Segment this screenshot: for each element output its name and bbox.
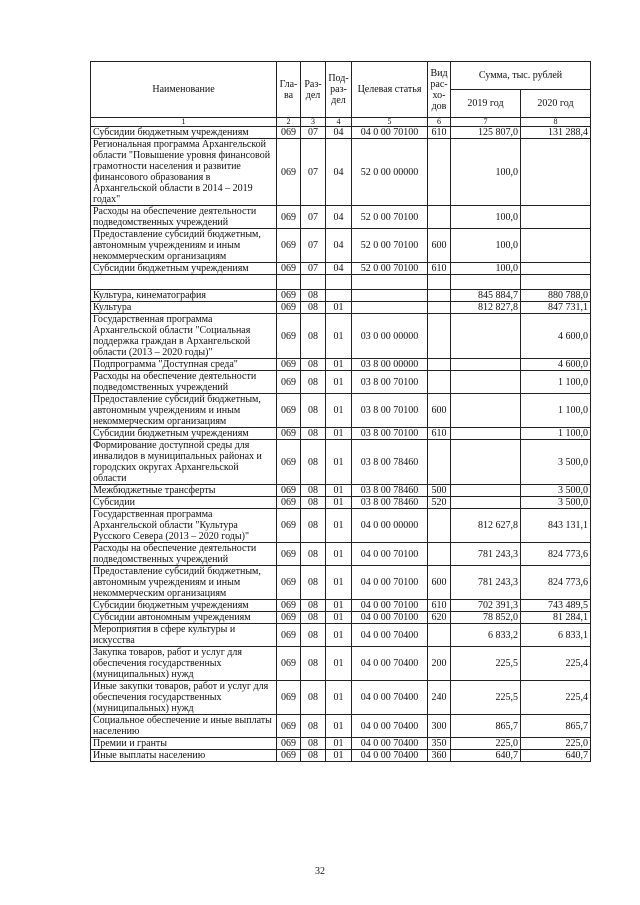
row-sum-2019 [451,440,521,485]
row-celevaya-statya: 04 0 00 70400 [352,715,428,738]
header-vid-raskhodov: Вид рас- хо- дов [428,62,451,118]
row-podrazdel: 01 [326,314,352,359]
row-vid-raskhodov [428,139,451,206]
row-sum-2020: 1 100,0 [521,428,591,440]
row-vid-raskhodov: 610 [428,263,451,275]
row-podrazdel: 01 [326,394,352,428]
row-razdel: 08 [301,485,326,497]
row-glava: 069 [277,127,301,139]
row-razdel: 08 [301,314,326,359]
row-name: Социальное обеспечение и иные выплаты населению [91,715,277,738]
row-glava: 069 [277,681,301,715]
row-sum-2019 [451,485,521,497]
row-sum-2020: 3 500,0 [521,485,591,497]
row-vid-raskhodov [428,509,451,543]
row-sum-2019: 225,0 [451,738,521,750]
row-sum-2019: 100,0 [451,229,521,263]
row-name: Субсидии бюджетным учреждениям [91,263,277,275]
row-vid-raskhodov: 610 [428,428,451,440]
row-celevaya-statya: 52 0 00 70100 [352,263,428,275]
row-sum-2020 [521,275,591,290]
table-row [91,509,591,543]
row-sum-2020: 3 500,0 [521,497,591,509]
row-name: Иные закупки товаров, работ и услуг для обеспечения государственных (муниципальных) нужд [91,681,277,715]
row-razdel: 08 [301,428,326,440]
row-vid-raskhodov: 300 [428,715,451,738]
row-glava: 069 [277,715,301,738]
header-podrazdel: Под- раз- дел [326,62,352,118]
row-sum-2019: 125 807,0 [451,127,521,139]
row-vid-raskhodov [428,290,451,302]
row-vid-raskhodov: 240 [428,681,451,715]
table-row [91,359,591,371]
row-vid-raskhodov: 600 [428,229,451,263]
row-razdel: 07 [301,229,326,263]
row-celevaya-statya: 03 0 00 00000 [352,314,428,359]
row-razdel: 08 [301,681,326,715]
row-celevaya-statya: 04 0 00 70400 [352,647,428,681]
row-sum-2020: 1 100,0 [521,394,591,428]
row-vid-raskhodov: 200 [428,647,451,681]
row-celevaya-statya: 03 8 00 78460 [352,485,428,497]
row-sum-2020: 225,4 [521,681,591,715]
row-vid-raskhodov: 620 [428,612,451,624]
table-row [91,394,591,428]
header-2020: 2020 год [521,90,591,118]
row-sum-2020: 847 731,1 [521,302,591,314]
table-row [91,497,591,509]
table-row [91,302,591,314]
row-podrazdel: 01 [326,681,352,715]
row-name: Предоставление субсидий бюджетным, автономным учреждениям и иным некоммерческим организациям [91,394,277,428]
row-name: Иные выплаты населению [91,750,277,762]
row-sum-2019: 812 627,8 [451,509,521,543]
row-vid-raskhodov [428,314,451,359]
row-sum-2020 [521,206,591,229]
row-name: Субсидии автономным учреждениям [91,612,277,624]
row-glava: 069 [277,497,301,509]
row-podrazdel: 01 [326,440,352,485]
row-razdel: 07 [301,127,326,139]
header-2019: 2019 год [451,90,521,118]
col-number: 3 [301,118,326,127]
table-row [91,428,591,440]
row-celevaya-statya [352,290,428,302]
header-name: Наименование [91,62,277,118]
table-row [91,371,591,394]
row-name: Субсидии [91,497,277,509]
row-podrazdel: 01 [326,647,352,681]
row-sum-2019 [451,314,521,359]
table-row [91,127,591,139]
row-sum-2020 [521,139,591,206]
row-sum-2020: 640,7 [521,750,591,762]
row-celevaya-statya: 52 0 00 70100 [352,206,428,229]
header-summa: Сумма, тыс. рублей [451,62,591,90]
row-podrazdel: 04 [326,139,352,206]
row-sum-2019: 865,7 [451,715,521,738]
table-header [91,62,591,127]
row-sum-2020: 4 600,0 [521,314,591,359]
row-glava: 069 [277,206,301,229]
row-sum-2020: 3 500,0 [521,440,591,485]
col-number: 7 [451,118,521,127]
row-podrazdel: 01 [326,738,352,750]
row-sum-2019 [451,394,521,428]
row-sum-2019: 845 884,7 [451,290,521,302]
header-razdel: Раз- дел [301,62,326,118]
row-celevaya-statya: 04 0 00 70100 [352,600,428,612]
row-razdel: 08 [301,302,326,314]
row-podrazdel: 01 [326,371,352,394]
row-podrazdel: 04 [326,127,352,139]
row-podrazdel: 01 [326,509,352,543]
row-razdel: 08 [301,750,326,762]
row-razdel: 08 [301,600,326,612]
row-razdel: 08 [301,647,326,681]
row-glava: 069 [277,738,301,750]
row-glava: 069 [277,543,301,566]
row-name: Предоставление субсидий бюджетным, автономным учреждениям и иным некоммерческим организациям [91,566,277,600]
row-vid-raskhodov [428,206,451,229]
row-celevaya-statya: 52 0 00 00000 [352,139,428,206]
row-podrazdel: 01 [326,566,352,600]
table-row [91,715,591,738]
row-vid-raskhodov: 500 [428,485,451,497]
row-name: Расходы на обеспечение деятельности подведомственных учреждений [91,543,277,566]
row-sum-2019: 781 243,3 [451,543,521,566]
row-razdel: 07 [301,206,326,229]
row-sum-2020 [521,263,591,275]
table-row [91,681,591,715]
row-sum-2020: 843 131,1 [521,509,591,543]
row-celevaya-statya: 04 0 00 70100 [352,612,428,624]
row-razdel: 08 [301,738,326,750]
row-sum-2019: 100,0 [451,139,521,206]
row-sum-2019: 100,0 [451,206,521,229]
row-sum-2019: 78 852,0 [451,612,521,624]
row-razdel: 07 [301,139,326,206]
row-vid-raskhodov [428,302,451,314]
row-sum-2019: 6 833,2 [451,624,521,647]
row-celevaya-statya: 03 8 00 70100 [352,394,428,428]
row-celevaya-statya: 03 8 00 78460 [352,497,428,509]
row-sum-2020: 81 284,1 [521,612,591,624]
row-sum-2020 [521,229,591,263]
row-podrazdel [326,275,352,290]
row-podrazdel: 01 [326,612,352,624]
row-sum-2020: 865,7 [521,715,591,738]
row-glava: 069 [277,302,301,314]
row-glava: 069 [277,485,301,497]
row-celevaya-statya: 03 8 00 70100 [352,428,428,440]
table-body [91,127,591,762]
row-glava: 069 [277,139,301,206]
row-razdel: 08 [301,566,326,600]
row-name: Государственная программа Архангельской области "Культура Русского Севера (2013 – 2020 годы)" [91,509,277,543]
row-name [91,275,277,290]
row-vid-raskhodov [428,359,451,371]
row-celevaya-statya: 52 0 00 70100 [352,229,428,263]
row-celevaya-statya: 04 0 00 70100 [352,127,428,139]
table-row [91,543,591,566]
row-name: Закупка товаров, работ и услуг для обеспечения государственных (муниципальных) нужд [91,647,277,681]
col-number: 4 [326,118,352,127]
row-vid-raskhodov [428,543,451,566]
row-celevaya-statya: 04 0 00 70100 [352,543,428,566]
row-glava: 069 [277,440,301,485]
table-row [91,600,591,612]
row-celevaya-statya: 03 8 00 78460 [352,440,428,485]
row-vid-raskhodov: 600 [428,566,451,600]
row-glava: 069 [277,290,301,302]
row-name: Субсидии бюджетным учреждениям [91,600,277,612]
row-razdel: 08 [301,290,326,302]
row-name: Мероприятия в сфере культуры и искусства [91,624,277,647]
table-row [91,314,591,359]
row-podrazdel: 01 [326,428,352,440]
table-row [91,738,591,750]
row-glava: 069 [277,750,301,762]
row-glava [277,275,301,290]
row-celevaya-statya: 04 0 00 70400 [352,681,428,715]
row-glava: 069 [277,359,301,371]
row-sum-2019 [451,371,521,394]
row-sum-2019: 781 243,3 [451,566,521,600]
row-vid-raskhodov: 520 [428,497,451,509]
row-glava: 069 [277,314,301,359]
row-podrazdel: 01 [326,624,352,647]
col-number: 5 [352,118,428,127]
table-row [91,440,591,485]
row-sum-2019 [451,359,521,371]
row-sum-2019 [451,497,521,509]
row-podrazdel: 01 [326,302,352,314]
row-glava: 069 [277,566,301,600]
row-celevaya-statya [352,302,428,314]
row-name: Премии и гранты [91,738,277,750]
row-glava: 069 [277,624,301,647]
row-podrazdel: 01 [326,485,352,497]
row-podrazdel: 04 [326,206,352,229]
row-celevaya-statya [352,275,428,290]
row-sum-2019 [451,275,521,290]
row-sum-2020: 6 833,1 [521,624,591,647]
row-podrazdel: 04 [326,263,352,275]
table-row [91,612,591,624]
row-celevaya-statya: 04 0 00 70100 [352,566,428,600]
header-glava: Гла- ва [277,62,301,118]
row-name: Региональная программа Архангельской области "Повышение уровня финансовой грамотности населения и развитие финансового образования в Архангельской области в 2014 – 2019 годах" [91,139,277,206]
row-name: Государственная программа Архангельской области "Социальная поддержка граждан в Архангельской области (2013 – 2020 годы)" [91,314,277,359]
row-razdel: 08 [301,624,326,647]
row-podrazdel: 01 [326,750,352,762]
row-glava: 069 [277,371,301,394]
row-name: Предоставление субсидий бюджетным, автономным учреждениям и иным некоммерческим организациям [91,229,277,263]
col-number: 2 [277,118,301,127]
row-celevaya-statya: 03 8 00 00000 [352,359,428,371]
row-glava: 069 [277,600,301,612]
row-sum-2019 [451,428,521,440]
row-sum-2020: 4 600,0 [521,359,591,371]
row-glava: 069 [277,647,301,681]
spacer-row [91,275,591,290]
table-row [91,206,591,229]
table-row [91,624,591,647]
row-name: Культура, кинематография [91,290,277,302]
row-podrazdel: 01 [326,497,352,509]
row-name: Формирование доступной среды для инвалидов в муниципальных районах и городских округах Архангельской области [91,440,277,485]
budget-table [90,61,591,762]
header-celevaya-statya: Целевая статья [352,62,428,118]
row-podrazdel: 01 [326,359,352,371]
row-celevaya-statya: 04 0 00 70400 [352,750,428,762]
row-sum-2020: 880 788,0 [521,290,591,302]
row-sum-2020: 225,0 [521,738,591,750]
row-razdel: 08 [301,543,326,566]
row-vid-raskhodov [428,440,451,485]
col-number: 8 [521,118,591,127]
row-celevaya-statya: 04 0 00 00000 [352,509,428,543]
row-sum-2019: 225,5 [451,681,521,715]
table-row [91,647,591,681]
row-glava: 069 [277,428,301,440]
table-row [91,290,591,302]
row-sum-2020: 131 288,4 [521,127,591,139]
row-podrazdel: 01 [326,600,352,612]
row-sum-2019: 225,5 [451,647,521,681]
row-vid-raskhodov: 610 [428,600,451,612]
column-numbers-row [91,118,591,127]
row-razdel: 08 [301,509,326,543]
table-row [91,139,591,206]
row-glava: 069 [277,509,301,543]
row-razdel: 08 [301,394,326,428]
table-row [91,750,591,762]
row-vid-raskhodov: 600 [428,394,451,428]
row-vid-raskhodov [428,624,451,647]
row-vid-raskhodov [428,275,451,290]
row-name: Расходы на обеспечение деятельности подведомственных учреждений [91,371,277,394]
table-row [91,263,591,275]
row-razdel: 07 [301,263,326,275]
row-sum-2019: 100,0 [451,263,521,275]
row-sum-2019: 812 827,8 [451,302,521,314]
col-number: 1 [91,118,277,127]
table-row [91,485,591,497]
row-celevaya-statya: 04 0 00 70400 [352,738,428,750]
row-sum-2019: 640,7 [451,750,521,762]
row-podrazdel: 01 [326,715,352,738]
row-sum-2020: 824 773,6 [521,566,591,600]
row-name: Подпрограмма "Доступная среда" [91,359,277,371]
row-glava: 069 [277,229,301,263]
row-glava: 069 [277,394,301,428]
table-row [91,229,591,263]
row-celevaya-statya: 03 8 00 70100 [352,371,428,394]
row-razdel: 08 [301,612,326,624]
table-row [91,566,591,600]
row-sum-2020: 824 773,6 [521,543,591,566]
row-razdel: 08 [301,359,326,371]
row-sum-2020: 1 100,0 [521,371,591,394]
row-name: Субсидии бюджетным учреждениям [91,428,277,440]
row-name: Субсидии бюджетным учреждениям [91,127,277,139]
row-sum-2020: 743 489,5 [521,600,591,612]
row-razdel: 08 [301,715,326,738]
row-name: Расходы на обеспечение деятельности подведомственных учреждений [91,206,277,229]
row-podrazdel: 04 [326,229,352,263]
row-vid-raskhodov: 360 [428,750,451,762]
row-sum-2020: 225,4 [521,647,591,681]
row-celevaya-statya: 04 0 00 70400 [352,624,428,647]
row-name: Культура [91,302,277,314]
row-vid-raskhodov [428,371,451,394]
row-name: Межбюджетные трансферты [91,485,277,497]
row-razdel: 08 [301,440,326,485]
row-razdel [301,275,326,290]
row-sum-2019: 702 391,3 [451,600,521,612]
row-vid-raskhodov: 610 [428,127,451,139]
row-glava: 069 [277,612,301,624]
row-glava: 069 [277,263,301,275]
row-razdel: 08 [301,497,326,509]
page-number: 32 [315,866,325,877]
row-razdel: 08 [301,371,326,394]
row-vid-raskhodov: 350 [428,738,451,750]
row-podrazdel: 01 [326,543,352,566]
row-podrazdel [326,290,352,302]
col-number: 6 [428,118,451,127]
